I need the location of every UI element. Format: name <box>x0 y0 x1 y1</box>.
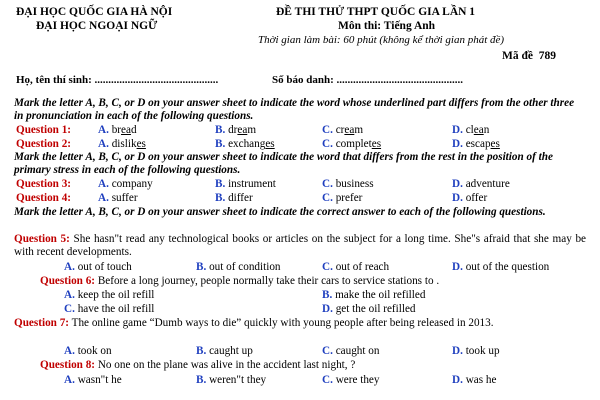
question-5-label: Question 5: <box>14 233 70 245</box>
question-5-option-c[interactable]: C. out of reach <box>322 261 390 273</box>
question-5-text: She hasn"t read any technological books or articles on the subject for a long time. She"s afraid that she may be with recent developments. <box>14 233 586 258</box>
question-1-option-b[interactable]: B. dream <box>215 124 257 136</box>
question-8-stem <box>40 359 355 371</box>
question-3-option-c[interactable]: C. business <box>322 178 374 190</box>
question-7-stem <box>14 317 586 330</box>
question-5-option-d[interactable]: D. out of the question <box>452 261 550 273</box>
question-3-option-a[interactable]: A. company <box>98 178 153 190</box>
question-8-text: No one on the plane was alive in the accident last night, ? <box>97 359 356 371</box>
question-8-label: Question 8: <box>40 359 96 371</box>
stress-instructions: Mark the letter A, B, C, or D on your answer sheet to indicate the word that differs from the rest in the position of the primary stress in each of the following questions. <box>14 151 553 176</box>
question-2 <box>16 138 71 150</box>
question-4-label: Question 4: <box>16 192 72 204</box>
question-7-option-c[interactable]: C. caught on <box>322 345 380 357</box>
question-8-option-d[interactable]: D. was he <box>452 374 497 386</box>
question-8-option-a[interactable]: A. wasn"t he <box>64 374 122 386</box>
question-6-stem <box>40 275 439 287</box>
answer-instructions: Mark the letter A, B, C, or D on your answer sheet to indicate the correct answer to each of the following questions. <box>14 206 546 218</box>
exam-subject: Môn thi: Tiếng Anh <box>338 20 436 32</box>
question-1-option-d[interactable]: D. clean <box>452 124 490 136</box>
question-8-option-b[interactable]: B. weren"t they <box>196 374 267 386</box>
question-4-option-b[interactable]: B. differ <box>215 192 253 204</box>
exam-duration: Thời gian làm bài: 60 phút (không kể thời gian phát đề) <box>258 34 505 46</box>
question-5-option-a[interactable]: A. out of touch <box>64 261 132 273</box>
question-6-text: Before a long journey, people normally take their cars to service stations to . <box>97 275 440 287</box>
pronunciation-instructions: Mark the letter A, B, C, or D on your answer sheet to indicate the word whose underlined part differs from the other three in pronunciation in each of the following questions. <box>14 97 575 122</box>
university-name: ĐẠI HỌC QUỐC GIA HÀ NỘI <box>16 6 173 18</box>
question-2-option-b[interactable]: B. exchanges <box>215 138 275 150</box>
question-1 <box>16 124 71 136</box>
question-7-option-d[interactable]: D. took up <box>452 345 500 357</box>
question-5-stem <box>14 233 586 259</box>
question-8-option-c[interactable]: C. were they <box>322 374 380 386</box>
faculty-name: ĐẠI HỌC NGOẠI NGỮ <box>36 20 158 32</box>
question-1-label: Question 1: <box>16 124 72 136</box>
question-1-option-a[interactable]: A. bread <box>98 124 137 136</box>
question-2-option-a[interactable]: A. dislikes <box>98 138 146 150</box>
question-5-option-b[interactable]: B. out of condition <box>196 261 281 273</box>
question-7-label: Question 7: <box>14 317 70 329</box>
question-6-option-b[interactable]: B. make the oil refilled <box>322 289 426 301</box>
question-1-option-c[interactable]: C. cream <box>322 124 364 136</box>
question-6-option-c[interactable]: C. have the oil refill <box>64 303 155 315</box>
question-4-option-a[interactable]: A. suffer <box>98 192 138 204</box>
question-6-option-a[interactable]: A. keep the oil refill <box>64 289 155 301</box>
question-3-label: Question 3: <box>16 178 72 190</box>
question-7-option-a[interactable]: A. took on <box>64 345 112 357</box>
question-2-option-d[interactable]: D. escapes <box>452 138 500 150</box>
question-6-option-d[interactable]: D. get the oil refilled <box>322 303 416 315</box>
question-2-option-c[interactable]: C. completes <box>322 138 382 150</box>
question-6-label: Question 6: <box>40 275 96 287</box>
exam-code <box>502 50 556 62</box>
question-7-text: The online game “Dumb ways to die” quickly with young people after being released in 2013. <box>71 317 494 329</box>
exam-code-label: Mã đề <box>502 50 533 62</box>
question-3-option-b[interactable]: B. instrument <box>215 178 276 190</box>
exam-title: ĐỀ THI THỬ THPT QUỐC GIA LẦN 1 <box>276 6 476 18</box>
question-4 <box>16 192 71 204</box>
question-3-option-d[interactable]: D. adventure <box>452 178 510 190</box>
candidate-name-field: Họ, tên thí sinh: ............................................. <box>16 74 219 86</box>
question-4-option-d[interactable]: D. offer <box>452 192 488 204</box>
question-4-option-c[interactable]: C. prefer <box>322 192 363 204</box>
candidate-id-field: Số báo danh: .............................................. <box>272 74 464 86</box>
question-7-option-b[interactable]: B. caught up <box>196 345 253 357</box>
exam-code-value: 789 <box>538 50 556 62</box>
question-3 <box>16 178 71 190</box>
question-2-label: Question 2: <box>16 138 72 150</box>
